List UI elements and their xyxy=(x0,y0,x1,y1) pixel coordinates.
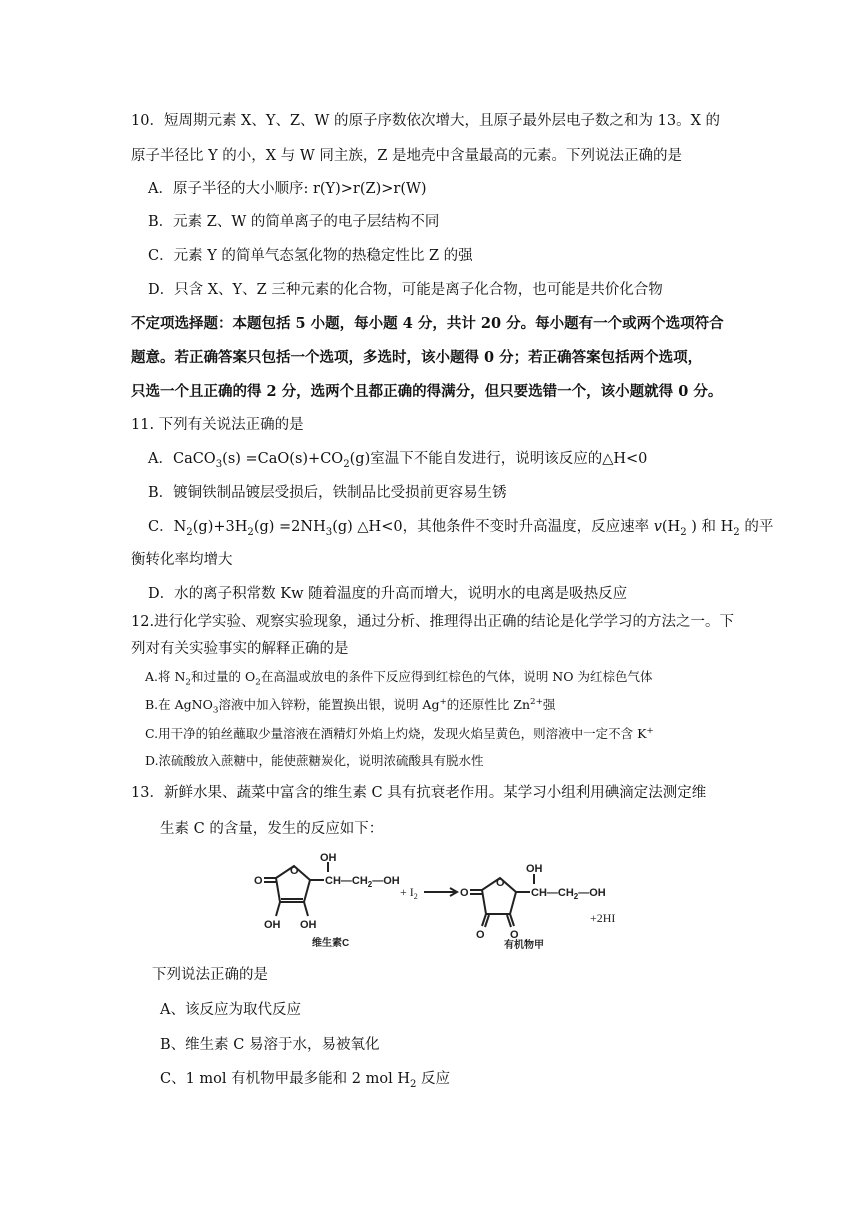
hi-product: +2HI xyxy=(590,911,616,925)
q10-stem-line2: 原子半径比 Y 的小，X 与 W 同主族，Z 是地壳中含量最高的元素。下列说法正确的是 xyxy=(131,148,683,164)
q11-stem: 11. 下列有关说法正确的是 xyxy=(131,417,304,433)
section-instructions-line2: 题意。若正确答案只包括一个选项，多选时，该小题得 0 分；若正确答案包括两个选项， xyxy=(131,349,703,366)
left-bottom-oh-2: OH xyxy=(300,919,317,931)
q13-option-c: C、1 mol 有机物甲最多能和 2 mol $H_2$ 反应 xyxy=(160,1071,451,1090)
q12-option-d: D.浓硫酸放入蔗糖中，能使蔗糖炭化，说明浓硫酸具有脱水性 xyxy=(145,753,484,768)
q12-stem-line2: 列对有关实验事实的解释正确的是 xyxy=(131,641,349,657)
q12-option-a: A.将 $N_2$和过量的 $O_2$在高温或放电的条件下反应得到红棕色的气体，说明 NO 为红棕色气体 xyxy=(145,669,653,688)
left-ring-o: O xyxy=(290,865,299,877)
reaction-arrow xyxy=(424,888,457,896)
vitamin-c-reaction-figure xyxy=(254,850,626,950)
right-carbonyl-o: O xyxy=(460,887,469,899)
left-top-oh: OH xyxy=(320,852,337,864)
q13-stem-line2: 生素 C 的含量，发生的反应如下： xyxy=(160,821,384,837)
q10-option-b: B．元素 Z、W 的简单离子的电子层结构不同 xyxy=(148,214,440,230)
left-side-chain: $CH—CH_2—OH$ xyxy=(325,875,400,889)
q11-option-a: A．CaCO$_3$(s) $=CaO(s)+CO_2(g)$室温下不能自发进行，说明该反应的△H<0 xyxy=(148,451,648,470)
q13-option-a: A、该反应为取代反应 xyxy=(160,1002,301,1018)
left-carbonyl-o: O xyxy=(254,875,263,887)
q12-stem-line1: 12.进行化学实验、观察实验现象，通过分析、推理得出正确的结论是化学学习的方法之一。下 xyxy=(131,614,735,630)
q10-option-c: C．元素 Y 的简单气态氢化物的热稳定性比 Z 的强 xyxy=(148,248,473,264)
q11-option-b: B．镀铜铁制品镀层受损后，铁制品比受损前更容易生锈 xyxy=(148,485,507,501)
right-top-oh: OH xyxy=(526,863,543,875)
vitamin-c-label: 维生素C xyxy=(312,938,350,949)
section-instructions-line3: 只选一个且正确的得 2 分，选两个且都正确的得满分，但只要选错一个，该小题就得 0 分。 xyxy=(131,383,723,400)
reagent-label: + $I_2$ xyxy=(400,885,418,901)
left-bottom-oh-1: OH xyxy=(264,919,281,931)
q10-option-d: D．只含 X、Y、Z 三种元素的化合物，可能是离子化合物，也可能是共价化合物 xyxy=(148,282,663,298)
q12-option-c: C.用干净的铂丝蘸取少量溶液在酒精灯外焰上灼烧，发现火焰呈黄色，则溶液中一定不含 K+ xyxy=(145,725,654,741)
right-ring-o: O xyxy=(496,877,505,889)
q12-option-b: B.在 AgNO$_3$溶液中加入锌粉，能置换出银，说明 Ag+的还原性比 $Zn^{2+}$强 xyxy=(145,696,556,716)
q11-option-c: C．$N_2(g)+3H_2(g) =2NH_3(g)$ △H<0，其他条件不变时升高温度，反应速率 $v(H_2$ ) 和 $H_2$ 的平 xyxy=(148,519,774,538)
section-instructions-line1: 不定项选择题：本题包括 5 小题，每小题 4 分，共计 20 分。每小题有一个或两个选项符合 xyxy=(131,315,724,332)
q13-option-b: B、维生素 C 易溶于水，易被氧化 xyxy=(160,1037,380,1053)
product-label: 有机物甲 xyxy=(504,940,544,950)
right-bottom-o-1: O xyxy=(476,929,485,941)
q10-stem-line1: 10．短周期元素 X、Y、Z、W 的原子序数依次增大，且原子最外层电子数之和为 13。X 的 xyxy=(131,113,721,129)
q10-option-a: A．原子半径的大小顺序: r(Y)>r(Z)>r(W) xyxy=(148,181,427,197)
q13-stem-line1: 13．新鲜水果、蔬菜中富含的维生素 C 具有抗衰老作用。某学习小组利用碘滴定法测定维 xyxy=(131,785,707,801)
q13-ask: 下列说法正确的是 xyxy=(152,967,268,983)
right-side-chain: $CH—CH_2—OH$ xyxy=(531,887,606,901)
q11-option-c-line2: 衡转化率均增大 xyxy=(131,552,233,568)
right-bottom-o-2: O xyxy=(510,929,519,941)
q11-option-d: D．水的离子积常数 Kw 随着温度的升高而增大，说明水的电离是吸热反应 xyxy=(148,586,628,602)
